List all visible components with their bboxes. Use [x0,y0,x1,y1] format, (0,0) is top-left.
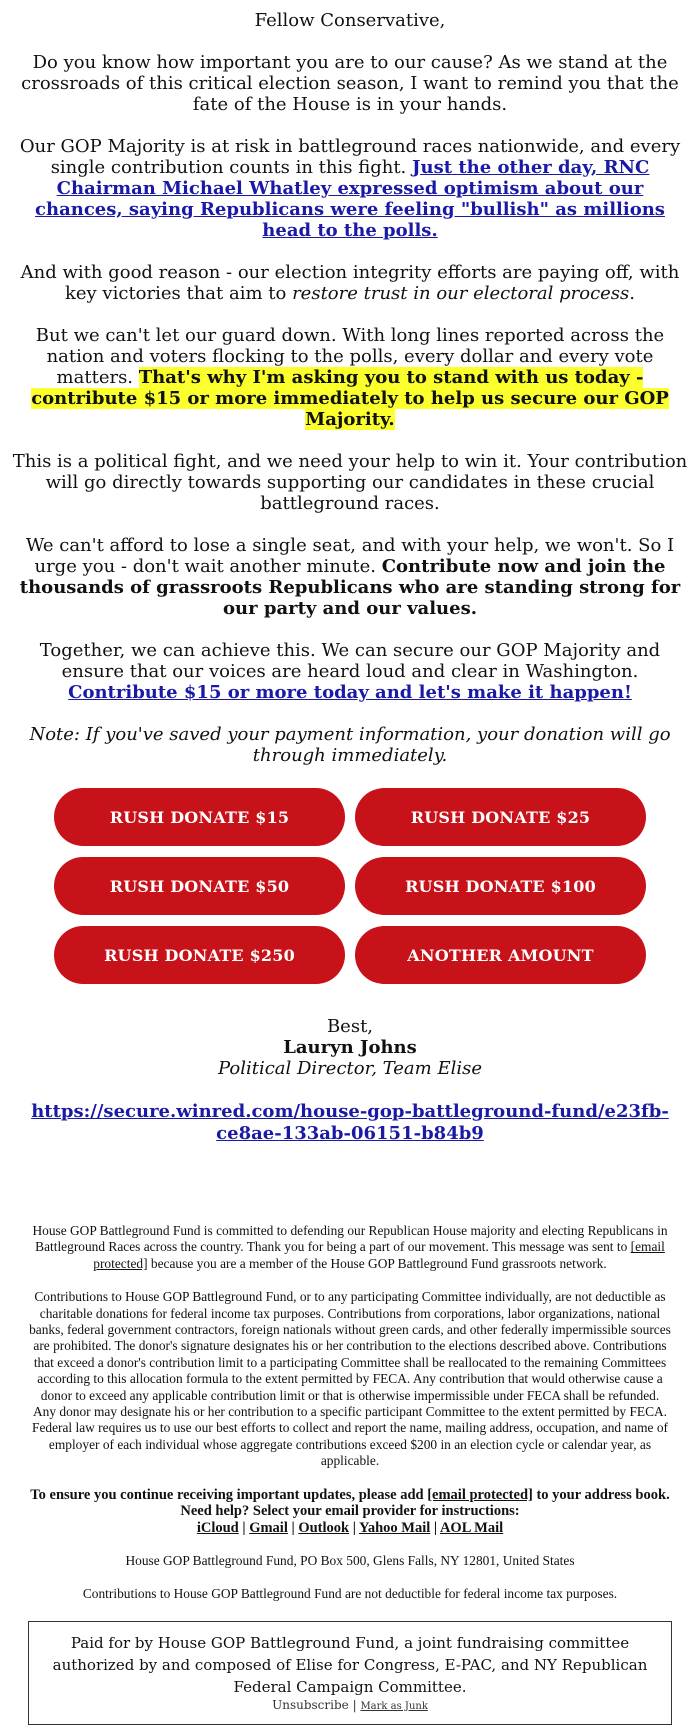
footer-commitment-b: because you are a member of the House GOP Battleground Fund grassroots network. [147,1255,607,1271]
paragraph-integrity-end: . [629,283,636,304]
paragraph-integrity-italic: restore trust in our electoral process [292,283,630,304]
signature [12,1016,688,1079]
provider-icloud-link[interactable]: iCloud [196,1519,239,1536]
paragraph-together [12,640,688,703]
payment-note: Note: If you've saved your payment information, your donation will go through immediately. [29,724,671,766]
provider-yahoo-link[interactable]: Yahoo Mail [358,1519,431,1536]
email-protected-link[interactable]: [email protected] [93,1239,665,1271]
donate-url-container [12,1101,688,1145]
contribute-link[interactable]: Contribute $15 or more today and let's make it happen! [68,682,632,703]
paragraph-seat-text: We can't afford to lose a single seat, and with your help, we won't. So I urge you - don't wait another minute. [25,535,675,577]
paragraph-seat-bold: Contribute now and join the thousands of grassroots Republicans who are standing strong for our party and our values. [19,556,681,619]
paragraph-majority [12,136,688,241]
footer-address-book [28,1487,672,1536]
donate-250-button[interactable]: RUSH DONATE $250 [54,926,345,984]
footer-address-book-a: To ensure you continue receiving important updates, please add [30,1486,428,1503]
unsubscribe-link[interactable]: Unsubscribe [272,1697,349,1712]
paragraph-integrity [12,262,688,304]
provider-separator: | [349,1519,359,1536]
paragraph-majority-text: Our GOP Majority is at risk in battleground races nationwide, and every single contribution counts in this fight. [19,136,681,178]
provider-aol-link[interactable]: AOL Mail [439,1519,504,1536]
footer-not-deductible: Contributions to House GOP Battleground Fund are not deductible for federal income tax purposes. [82,1586,618,1602]
paragraph-fight: This is a political fight, and we need your help to win it. Your contribution will go directly towards supporting our candidates in these crucial battleground races. [12,451,688,514]
footer-commitment-a: House GOP Battleground Fund is committed to defending our Republican House majority and electing Republicans in Battleground Races across the country. Thank you for being a part of our movement. This message was sent to [32,1223,668,1255]
donate-15-button[interactable]: RUSH DONATE $15 [54,788,345,846]
donate-25-button[interactable]: RUSH DONATE $25 [355,788,646,846]
highlighted-ask: That's why I'm asking you to stand with us today - contribute $15 or more immediately to help us secure our GOP Majority. [31,367,669,430]
paragraph-intro: Do you know how important you are to our cause? As we stand at the crossroads of this critical election season, I want to remind you that the fate of the House is in your hands. [21,52,679,115]
closing: Best, [326,1016,374,1037]
signer-name: Lauryn Johns [283,1037,417,1058]
footer-postal-address: House GOP Battleground Fund, PO Box 500, Glens Falls, NY 12801, United States [125,1552,575,1568]
footer-commitment [28,1223,672,1272]
unsubscribe-separator: | [348,1697,361,1712]
signer-title: Political Director, Team Elise [217,1058,482,1079]
whatley-article-link[interactable]: Just the other day, RNC Chairman Michael Whatley expressed optimism about our chances, saying Republicans were feeling "bullish" as millions head to the polls. [35,157,665,241]
footer-legal: Contributions to House GOP Battleground Fund, or to any participating Committee individually, are not deductible as charitable donations for federal income tax purposes. Contributions from corporations, labor organizations, national banks, federal government contractors, foreign nationals without green cards, and other federally impermissible sources are prohibited. The donor's signature designates his or her contribution to the elections described above. Contributions that exceed a donor's contribution limit to a participating Committee shall be reallocated to the remaining Committees according to this allocation formula to the extent permitted by FECA. Any contribution that would otherwise cause a donor to exceed any applicable contribution limit or that is otherwise impermissible under FECA shall be refunded. Any donor may designate his or her contribution to a specific participant Committee to the extent permitted by FECA. Federal law requires us to use our best efforts to collect and report the name, mailing address, occupation, and name of employer of each individual whose aggregate contributions exceed $200 in an election cycle or calendar year, as applicable. [29,1289,671,1469]
provider-separator: | [430,1519,440,1536]
provider-separator: | [238,1519,250,1536]
provider-outlook-link[interactable]: Outlook [298,1519,350,1536]
paragraph-together-text: Together, we can achieve this. We can secure our GOP Majority and ensure that our voices are heard loud and clear in Washington. [39,640,661,682]
paragraph-guard [12,325,688,430]
another-amount-button[interactable]: ANOTHER AMOUNT [355,926,646,984]
greeting: Fellow Conservative, [254,10,446,31]
unsubscribe-row [47,1698,653,1712]
paid-for-text: Paid for by House GOP Battleground Fund, a joint fundraising committee authorized by and composed of Elise for Congress, E-PAC, and NY Republican Federal Campaign Committee. [52,1633,648,1696]
donate-buttons [12,788,688,984]
footer-address-book-b: to your address book. Need help? Select your email provider for instructions: [180,1486,670,1520]
paragraph-guard-text: But we can't let our guard down. With long lines reported across the nation and voters flocking to the polls, every dollar and every vote matters. [35,325,665,388]
donate-50-button[interactable]: RUSH DONATE $50 [54,857,345,915]
provider-separator: | [287,1519,299,1536]
mark-as-junk-link[interactable]: Mark as Junk [360,1700,428,1712]
paragraph-seat [12,535,688,619]
email-body [12,10,688,1725]
paragraph-integrity-text: And with good reason - our election integrity efforts are paying off, with key victories that aim to [20,262,680,304]
provider-gmail-link[interactable]: Gmail [249,1519,288,1536]
donate-url-link[interactable]: https://secure.winred.com/house-gop-battleground-fund/e23fb-ce8ae-133ab-06151-b84b9 [31,1101,669,1144]
email-protected-link-2[interactable]: [email protected] [427,1486,533,1503]
donate-100-button[interactable]: RUSH DONATE $100 [355,857,646,915]
